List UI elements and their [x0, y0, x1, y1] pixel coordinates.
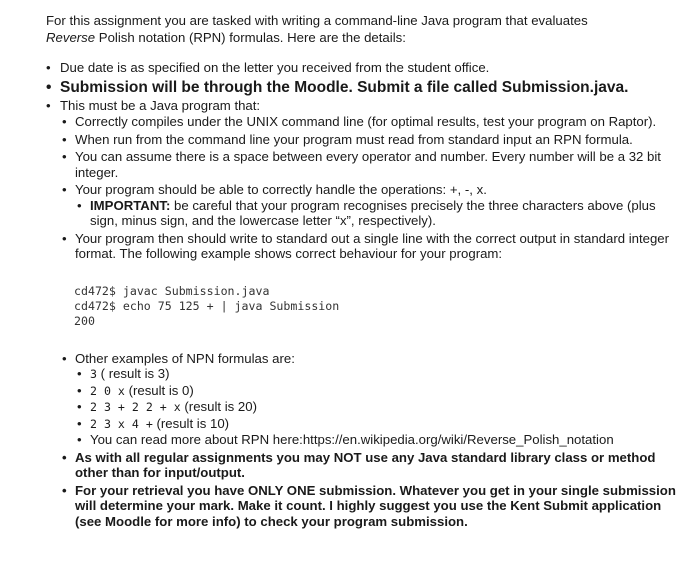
example-4	[75, 416, 686, 433]
example-3-code: 2 3 + 2 2 + x	[90, 400, 181, 414]
code-line-3: 200	[74, 313, 95, 328]
example-2-text: (result is 0)	[124, 382, 194, 398]
requirements-list	[60, 114, 686, 262]
submission-item: • Submission will be through the Moodle. Submit a file called Submission.java.	[46, 78, 686, 98]
rule-no-library: • As with all regular assignments you may NOT use any Java standard library class or method other than for input/output.	[60, 450, 686, 481]
important-note	[75, 198, 686, 229]
more-list	[60, 351, 686, 530]
example-1-text: ( result is 3)	[96, 366, 170, 381]
details-list	[46, 60, 686, 529]
example-3	[75, 399, 686, 416]
rule-one-submission: • For your retrieval you have ONLY ONE submission. Whatever you get in your single submission will determine your mark. Make it count. I highly suggest you use the Kent Submit application (see Moodle for more info) to check your program submission.	[60, 483, 686, 530]
java-program-intro: This must be a Java program that:	[60, 97, 261, 113]
java-program-item	[46, 98, 686, 530]
example-1-code: 3	[90, 367, 97, 381]
examples-item	[60, 351, 686, 448]
intro-line-1: For this assignment you are tasked with writing a command-line Java program that evaluates	[46, 13, 588, 28]
req-compile: • Correctly compiles under the UNIX command line (for optimal results, test your program on Raptor).	[60, 114, 686, 130]
intro-italic: Reverse	[46, 30, 96, 45]
examples-heading: Other examples of NPN formulas are:	[75, 350, 295, 366]
assignment-document	[46, 12, 686, 531]
code-line-2: cd472$ echo 75 125 + | java Submission	[74, 298, 340, 313]
rpn-reference: • You can read more about RPN here:https://en.wikipedia.org/wiki/Reverse_Polish_notation	[75, 432, 686, 448]
important-text: be careful that your program recognises precisely the three characters above (plus sign, minus sign, and the lowercase letter “x”, respectively).	[90, 197, 656, 228]
example-4-text: (result is 10)	[152, 415, 230, 431]
example-1	[75, 366, 686, 383]
req-output: • Your program then should write to standard out a single line with the correct output in standard integer format. The following example shows correct behaviour for your program:	[60, 231, 686, 262]
req-operations-text: Your program should be able to correctly handle the operations: +, -, x.	[75, 182, 487, 197]
code-example	[74, 284, 686, 329]
req-operations	[60, 182, 686, 229]
example-2-code: 2 0 x	[90, 383, 125, 398]
code-line-1: cd472$ javac Submission.java	[74, 283, 270, 298]
example-4-code: 2 3 x 4 +	[90, 416, 153, 431]
req-spacing: • You can assume there is a space between every operator and number. Every number will be a 32 bit integer.	[60, 149, 686, 180]
due-date-item: • Due date is as specified on the letter you received from the student office.	[46, 60, 686, 76]
intro-paragraph	[46, 12, 686, 46]
intro-line-2: Polish notation (RPN) formulas. Here are the details:	[95, 30, 406, 45]
example-2	[75, 383, 686, 400]
req-stdin: • When run from the command line your program must read from standard input an RPN formula.	[60, 132, 686, 148]
examples-list	[75, 366, 686, 448]
important-label: IMPORTANT:	[90, 197, 171, 213]
important-list	[75, 198, 686, 229]
example-3-text: (result is 20)	[180, 399, 257, 414]
